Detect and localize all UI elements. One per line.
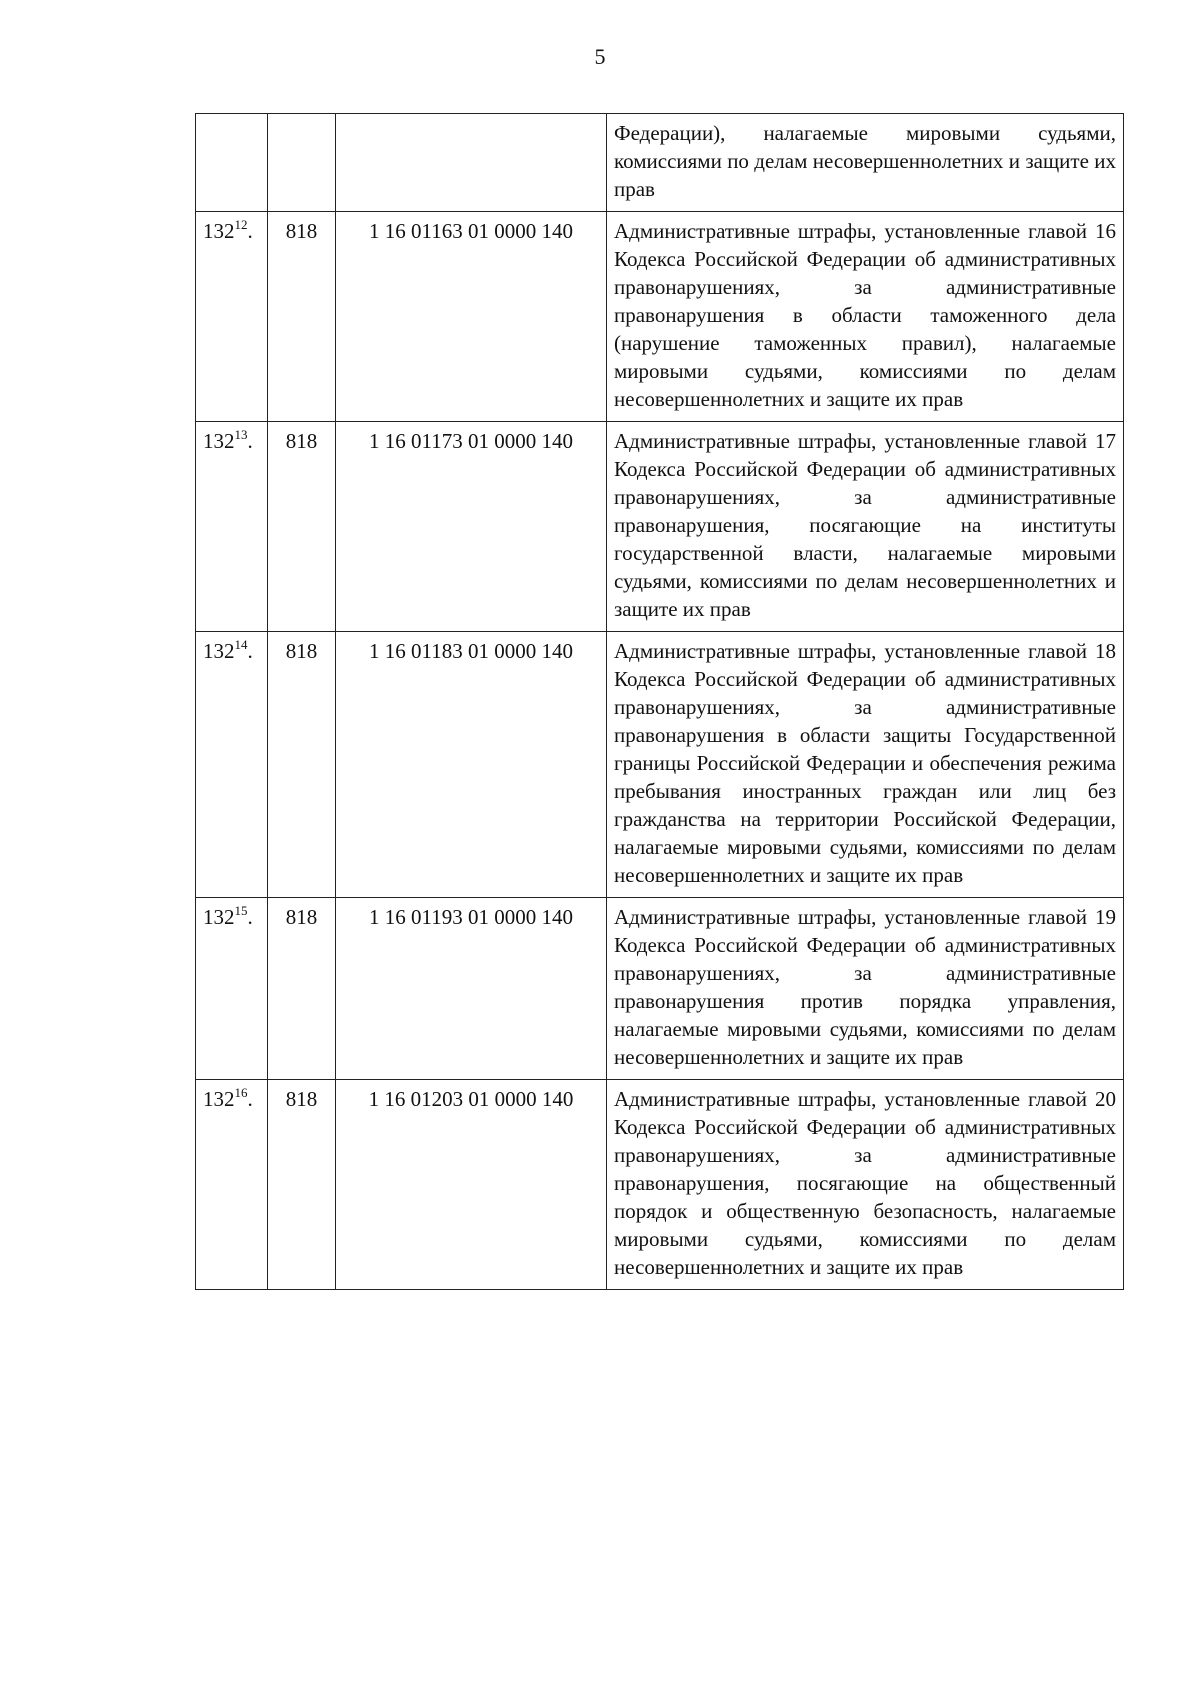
kbk-code-cell: 1 16 01193 01 0000 140	[336, 898, 607, 1080]
table-row	[196, 898, 1124, 1080]
row-number: 132	[203, 429, 235, 453]
row-number-suffix: .	[247, 1087, 253, 1111]
row-number-cell	[196, 632, 268, 898]
table-row	[196, 212, 1124, 422]
row-number: 132	[203, 905, 235, 929]
row-number-cell	[196, 898, 268, 1080]
row-number-superscript: 16	[234, 1085, 248, 1100]
description-cell: Федерации), налагаемые мировыми судьями, комиссиями по делам несовершеннолетних и защите их прав	[607, 114, 1124, 212]
row-number-superscript: 13	[234, 427, 248, 442]
admin-code-cell: 818	[268, 632, 336, 898]
kbk-code-cell: 1 16 01203 01 0000 140	[336, 1080, 607, 1290]
row-number-suffix: .	[247, 429, 253, 453]
description-cell: Административные штрафы, установленные главой 20 Кодекса Российской Федерации об административных правонарушениях, за административные правонарушения, посягающие на общественный порядок и общественную безопасность, налагаемые мировыми судьями, комиссиями по делам несовершеннолетних и защите их прав	[607, 1080, 1124, 1290]
revenue-codes-table	[195, 113, 1124, 1290]
kbk-code-cell	[336, 114, 607, 212]
table-row	[196, 114, 1124, 212]
kbk-code-cell: 1 16 01183 01 0000 140	[336, 632, 607, 898]
admin-code-cell: 818	[268, 898, 336, 1080]
row-number-suffix: .	[247, 219, 253, 243]
description-cell: Административные штрафы, установленные главой 16 Кодекса Российской Федерации об административных правонарушениях, за административные правонарушения в области таможенного дела (нарушение таможенных правил), налагаемые мировыми судьями, комиссиями по делам несовершеннолетних и защите их прав	[607, 212, 1124, 422]
page-number: 5	[594, 44, 606, 69]
row-number-cell	[196, 114, 268, 212]
table-row	[196, 422, 1124, 632]
table-row	[196, 632, 1124, 898]
admin-code-cell: 818	[268, 1080, 336, 1290]
description-cell: Административные штрафы, установленные главой 18 Кодекса Российской Федерации об административных правонарушениях, за административные правонарушения в области защиты Государственной границы Российской Федерации и обеспечения режима пребывания иностранных граждан или лиц без гражданства на территории Российской Федерации, налагаемые мировыми судьями, комиссиями по делам несовершеннолетних и защите их прав	[607, 632, 1124, 898]
description-cell: Административные штрафы, установленные главой 17 Кодекса Российской Федерации об административных правонарушениях, за административные правонарушения, посягающие на институты государственной власти, налагаемые мировыми судьями, комиссиями по делам несовершеннолетних и защите их прав	[607, 422, 1124, 632]
admin-code-cell: 818	[268, 422, 336, 632]
row-number-cell	[196, 1080, 268, 1290]
row-number: 132	[203, 1087, 235, 1111]
row-number-suffix: .	[247, 639, 253, 663]
row-number-cell	[196, 422, 268, 632]
kbk-code-cell: 1 16 01163 01 0000 140	[336, 212, 607, 422]
description-cell: Административные штрафы, установленные главой 19 Кодекса Российской Федерации об административных правонарушениях, за административные правонарушения против порядка управления, налагаемые мировыми судьями, комиссиями по делам несовершеннолетних и защите их прав	[607, 898, 1124, 1080]
row-number: 132	[203, 219, 235, 243]
admin-code-cell: 818	[268, 212, 336, 422]
row-number-cell	[196, 212, 268, 422]
table-row	[196, 1080, 1124, 1290]
row-number-superscript: 14	[234, 637, 248, 652]
row-number-superscript: 15	[234, 903, 248, 918]
row-number-superscript: 12	[234, 217, 248, 232]
admin-code-cell	[268, 114, 336, 212]
row-number-suffix: .	[247, 905, 253, 929]
row-number: 132	[203, 639, 235, 663]
kbk-code-cell: 1 16 01173 01 0000 140	[336, 422, 607, 632]
